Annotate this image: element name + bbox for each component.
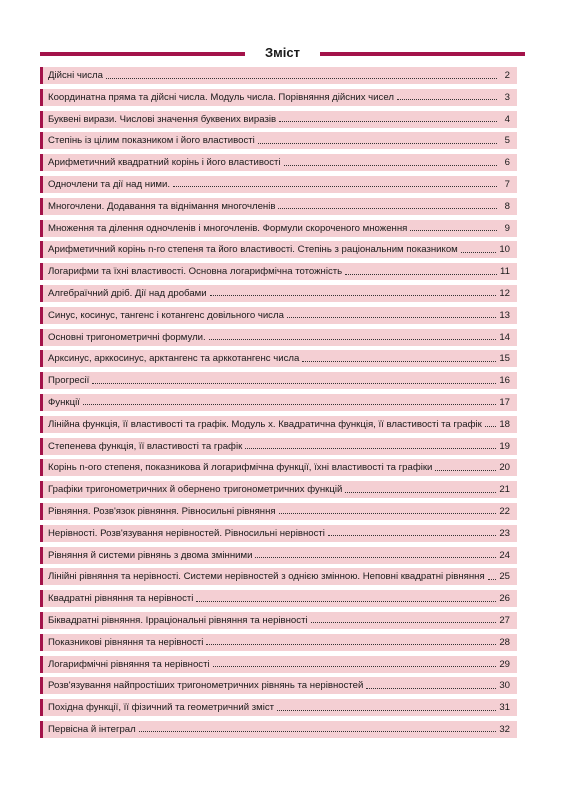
toc-entry-page-number: 21 (499, 484, 510, 496)
toc-entry-title: Нерівності. Розв'язування нерівностей. Рівносильні нерівності (48, 527, 325, 539)
toc-entry-title: Показникові рівняння та нерівності (48, 636, 204, 648)
toc-entry[interactable] (40, 329, 517, 346)
toc-entry-page-number: 15 (499, 353, 510, 365)
dot-leader (206, 635, 496, 645)
dot-leader (255, 548, 496, 558)
toc-entry-page-number: 7 (504, 178, 510, 190)
dot-leader (173, 177, 497, 187)
toc-entry[interactable] (40, 350, 517, 367)
toc-entry-title: Лінійна функція, її властивості та графік. Модуль x. Квадратична функція, її властивості та графік (48, 418, 482, 430)
toc-entry-title: Буквені вирази. Числові значення буквених виразів (48, 113, 277, 125)
toc-entry-page-number: 14 (499, 331, 510, 343)
toc-entry-title: Біквадратні рівняння. Ірраціональні рівняння та нерівності (48, 614, 308, 626)
toc-entry-title: Похідна функції, її фізичний та геометричний зміст (48, 702, 275, 714)
toc-entry-page-number: 30 (499, 680, 510, 692)
dot-leader (397, 90, 497, 100)
toc-entry[interactable] (40, 307, 517, 324)
table-of-contents (40, 67, 517, 743)
toc-entry-title: Многочлени. Додавання та віднімання многочленів (48, 200, 276, 212)
toc-entry[interactable] (40, 525, 517, 542)
toc-entry[interactable] (40, 372, 517, 389)
toc-entry-title: Синус, косинус, тангенс і котангенс довільного числа (48, 309, 284, 321)
dot-leader (279, 112, 497, 122)
dot-leader (258, 134, 497, 144)
toc-entry[interactable] (40, 132, 517, 149)
dot-leader (488, 570, 497, 580)
toc-entry-title: Степенева функція, її властивості та графік (48, 440, 243, 452)
toc-entry[interactable] (40, 198, 517, 215)
toc-entry-page-number: 24 (499, 549, 510, 561)
dot-leader (461, 243, 497, 253)
toc-entry-title: Прогресії (48, 375, 90, 387)
dot-leader (284, 156, 497, 166)
dot-leader (435, 461, 496, 471)
toc-entry-page-number: 22 (499, 505, 510, 517)
toc-entry-title: Одночлени та дії над ними. (48, 178, 171, 190)
toc-entry-page-number: 25 (499, 571, 510, 583)
toc-entry-page-number: 32 (499, 723, 510, 735)
dot-leader (485, 417, 497, 427)
toc-entry-title: Корінь n-ого степеня, показникова й логарифмічна функції, їхні властивості та графіки (48, 462, 433, 474)
toc-entry-title: Функції (48, 396, 80, 408)
toc-entry-page-number: 17 (499, 396, 510, 408)
toc-entry[interactable] (40, 721, 517, 738)
toc-entry-page-number: 4 (504, 113, 510, 125)
dot-leader (302, 352, 496, 362)
toc-entry-page-number: 13 (499, 309, 510, 321)
dot-leader (196, 592, 496, 602)
toc-entry-title: Рівняння й системи рівнянь з двома змінними (48, 549, 253, 561)
toc-entry-title: Рівняння. Розв'язок рівняння. Рівносильні рівняння (48, 505, 276, 517)
toc-entry-title: Множення та ділення одночленів і многочленів. Формули скороченого множення (48, 222, 408, 234)
toc-entry[interactable] (40, 89, 517, 106)
toc-entry-title: Арксинус, арккосинус, арктангенс та арккотангенс числа (48, 353, 300, 365)
dot-leader (345, 265, 497, 275)
toc-entry[interactable] (40, 67, 517, 84)
toc-entry-page-number: 9 (504, 222, 510, 234)
toc-entry-title: Степінь із цілим показником і його властивості (48, 135, 255, 147)
toc-entry-page-number: 2 (504, 70, 510, 81)
dot-leader (311, 613, 497, 623)
page-title: Зміст (265, 45, 300, 60)
toc-entry-page-number: 5 (504, 135, 510, 147)
toc-entry-page-number: 18 (499, 418, 510, 430)
toc-entry[interactable] (40, 394, 517, 411)
toc-entry-page-number: 16 (499, 375, 510, 387)
toc-entry-title: Арифметичний корінь n-го степеня та його властивості. Степінь з раціональним показником (48, 244, 458, 256)
toc-entry-page-number: 23 (499, 527, 510, 539)
dot-leader (139, 722, 497, 732)
toc-entry[interactable] (40, 459, 517, 476)
toc-entry-title: Дійсні числа (48, 70, 103, 81)
dot-leader (209, 330, 497, 340)
toc-entry[interactable] (40, 285, 517, 302)
toc-entry-page-number: 27 (499, 614, 510, 626)
toc-entry-title: Розв'язування найпростіших тригонометричних рівнянь та нерівностей (48, 680, 364, 692)
toc-entry-page-number: 11 (500, 266, 510, 278)
toc-entry[interactable] (40, 503, 517, 520)
toc-entry[interactable] (40, 656, 517, 673)
dot-leader (277, 701, 496, 711)
toc-entry[interactable] (40, 699, 517, 716)
toc-entry-title: Квадратні рівняння та нерівності (48, 593, 194, 605)
toc-header (40, 47, 525, 61)
toc-entry-title: Логарифми та їхні властивості. Основна логарифмічна тотожність (48, 266, 343, 278)
dot-leader (279, 504, 497, 514)
toc-entry[interactable] (40, 154, 517, 171)
toc-entry[interactable] (40, 677, 517, 694)
toc-entry-title: Координатна пряма та дійсні числа. Модуль числа. Порівняння дійсних чисел (48, 91, 394, 103)
toc-entry-page-number: 6 (504, 157, 510, 169)
toc-entry-page-number: 20 (499, 462, 510, 474)
toc-entry-page-number: 3 (504, 91, 510, 103)
toc-entry[interactable] (40, 612, 517, 629)
toc-entry-page-number: 19 (499, 440, 510, 452)
toc-entry[interactable] (40, 547, 517, 564)
toc-entry[interactable] (40, 568, 517, 585)
toc-entry-page-number: 29 (499, 658, 510, 670)
toc-entry[interactable] (40, 111, 517, 128)
toc-entry-page-number: 28 (499, 636, 510, 648)
toc-entry[interactable] (40, 241, 517, 258)
dot-leader (328, 526, 496, 536)
dot-leader (410, 221, 497, 231)
toc-entry-page-number: 26 (499, 593, 510, 605)
toc-entry-page-number: 31 (499, 702, 510, 714)
dot-leader (287, 308, 496, 318)
dot-leader (92, 374, 496, 384)
toc-entry[interactable] (40, 590, 517, 607)
dot-leader (106, 69, 497, 79)
dot-leader (210, 286, 497, 296)
toc-entry[interactable] (40, 481, 517, 498)
dot-leader (366, 679, 496, 689)
dot-leader (345, 483, 496, 493)
dot-leader (278, 199, 497, 209)
toc-entry[interactable] (40, 220, 517, 237)
dot-leader (213, 657, 497, 667)
toc-entry-page-number: 10 (499, 244, 510, 256)
toc-entry-page-number: 8 (504, 200, 510, 212)
toc-entry[interactable] (40, 438, 517, 455)
toc-entry-title: Арифметичний квадратний корінь і його властивості (48, 157, 281, 169)
toc-entry-page-number: 12 (499, 287, 510, 299)
toc-entry-title: Алгебраїчний дріб. Дії над дробами (48, 287, 207, 299)
toc-entry[interactable] (40, 634, 517, 651)
toc-entry-title: Логарифмічні рівняння та нерівності (48, 658, 210, 670)
toc-entry[interactable] (40, 176, 517, 193)
header-rule-right (320, 52, 525, 56)
toc-entry[interactable] (40, 416, 517, 433)
toc-entry-title: Основні тригонометричні формули. (48, 331, 206, 343)
toc-entry-title: Первісна й інтеграл (48, 723, 136, 735)
toc-entry-title: Графіки тригонометричних й обернено тригонометричних функцій (48, 484, 343, 496)
toc-entry[interactable] (40, 263, 517, 280)
dot-leader (83, 395, 496, 405)
toc-entry-title: Лінійні рівняння та нерівності. Системи нерівностей з однією змінною. Неповні квадратні рівняння (48, 571, 485, 583)
dot-leader (245, 439, 496, 449)
